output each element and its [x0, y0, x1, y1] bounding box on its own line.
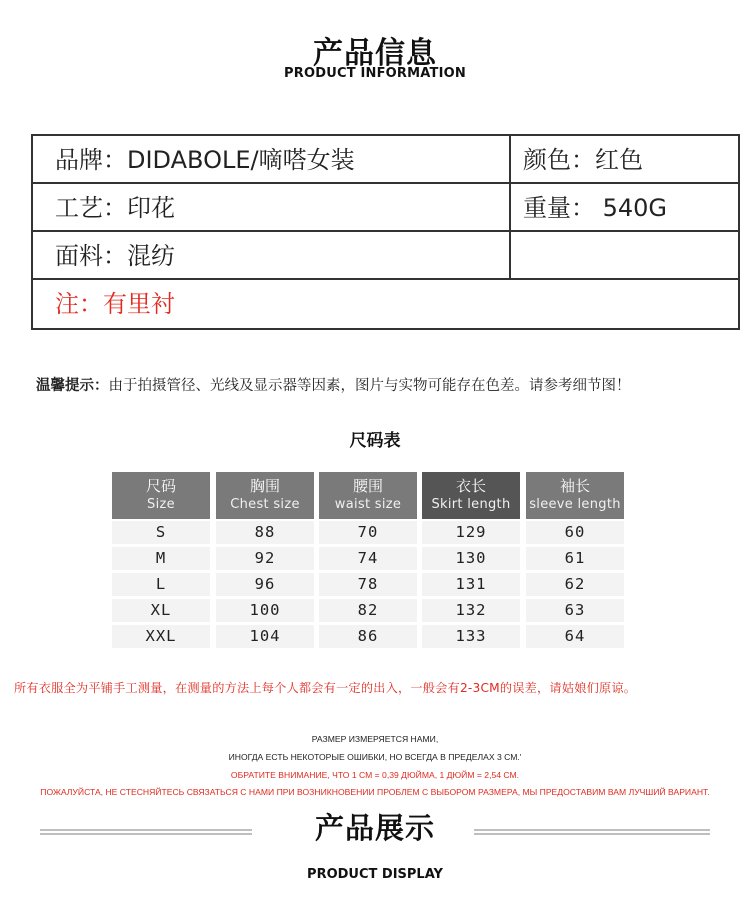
product-display-title: 产品展示: [314, 811, 435, 845]
size-header-5: [526, 472, 624, 519]
info-row-brand: [33, 136, 738, 184]
size-cell: 82: [319, 599, 417, 622]
tip-text: 由于拍摄管径、光线及显示器等因素，图片与实物可能存在色差。请参考细节图！: [108, 378, 631, 394]
fabric-field: 面料：混纺: [55, 242, 175, 270]
size-cell: 132: [422, 599, 520, 622]
size-cell: 131: [422, 573, 520, 596]
product-info-subtitle: PRODUCT INFORMATION: [284, 66, 466, 81]
ru-note-4: ПОЖАЛУЙСТА, НЕ СТЕСНЯЙТЕСЬ СВЯЗАТЬСЯ С НАМИ ПРИ ВОЗНИКНОВЕНИИ ПРОБЛЕМ С ВЫБОРОМ РАЗМЕРА, МЫ ПРЕДОСТАВИМ ВАМ ЛУЧШИЙ ВАРИАНТ.: [40, 787, 710, 797]
size-cell: 88: [216, 521, 314, 544]
size-cell: XXL: [112, 625, 210, 648]
brand-field: 品牌：DIDABOLE/嘀嗒女装: [55, 146, 355, 174]
size-header-4: [422, 472, 520, 519]
size-cell: 86: [319, 625, 417, 648]
size-cell: 63: [526, 599, 624, 622]
size-cell: 78: [319, 573, 417, 596]
size-cell: 62: [526, 573, 624, 596]
ru-note-2: ИНОГДА ЕСТЬ НЕКОТОРЫЕ ОШИБКИ, НО ВСЕГДА В ПРЕДЕЛАХ 3 СМ.': [228, 752, 522, 762]
ru-note-3: ОБРАТИТЕ ВНИМАНИЕ, ЧТО 1 СМ = 0,39 ДЮЙМА, 1 ДЮЙМ = 2,54 СМ.: [230, 770, 520, 780]
size-header-en: sleeve length: [529, 497, 621, 512]
lining-note: 注：有里衬: [55, 290, 175, 318]
size-header-en: Size: [147, 497, 175, 512]
size-header-cn: 腰围: [352, 477, 383, 495]
info-row-fabric: [33, 232, 738, 280]
ru-note-1: РАЗМЕР ИЗМЕРЯЕТСЯ НАМИ,: [311, 734, 439, 744]
size-cell: XL: [112, 599, 210, 622]
size-cell: 100: [216, 599, 314, 622]
size-header-1: [112, 472, 210, 519]
size-header-3: [319, 472, 417, 519]
size-cell: L: [112, 573, 210, 596]
size-chart-title: 尺码表: [349, 431, 401, 451]
color-tip: [36, 374, 631, 395]
info-row-craft: [33, 184, 738, 232]
size-cell: 74: [319, 547, 417, 570]
product-info-title: 产品信息: [313, 36, 437, 71]
size-cell: 70: [319, 521, 417, 544]
color-field: 颜色：红色: [523, 146, 643, 174]
product-info-table: [31, 134, 740, 330]
size-header-en: Skirt length: [431, 497, 511, 512]
size-header-en: Chest size: [230, 497, 300, 512]
size-header-2: [216, 472, 314, 519]
size-cell: 60: [526, 521, 624, 544]
size-header-cn: 袖长: [559, 477, 590, 495]
size-header-cn: 胸围: [249, 477, 280, 495]
size-cell: 92: [216, 547, 314, 570]
size-cell: S: [112, 521, 210, 544]
size-cell: 129: [422, 521, 520, 544]
size-header-en: waist size: [334, 497, 402, 512]
size-cell: 61: [526, 547, 624, 570]
size-cell: 96: [216, 573, 314, 596]
size-cell: 133: [422, 625, 520, 648]
tip-label: 温馨提示：: [36, 378, 109, 394]
size-cell: 64: [526, 625, 624, 648]
size-header-cn: 尺码: [145, 477, 176, 495]
product-display-subtitle: PRODUCT DISPLAY: [307, 867, 443, 882]
size-cell: 104: [216, 625, 314, 648]
weight-field: 重量： 540G: [523, 194, 668, 222]
size-header-cn: 衣长: [455, 477, 486, 495]
size-cell: 130: [422, 547, 520, 570]
measurement-note: 所有衣服全为平铺手工测量，在测量的方法上每个人都会有一定的出入，一般会有2-3CM的误差，请姑娘们原谅。: [14, 681, 637, 695]
craft-field: 工艺：印花: [55, 194, 175, 222]
info-row-note: [33, 280, 738, 328]
size-cell: M: [112, 547, 210, 570]
